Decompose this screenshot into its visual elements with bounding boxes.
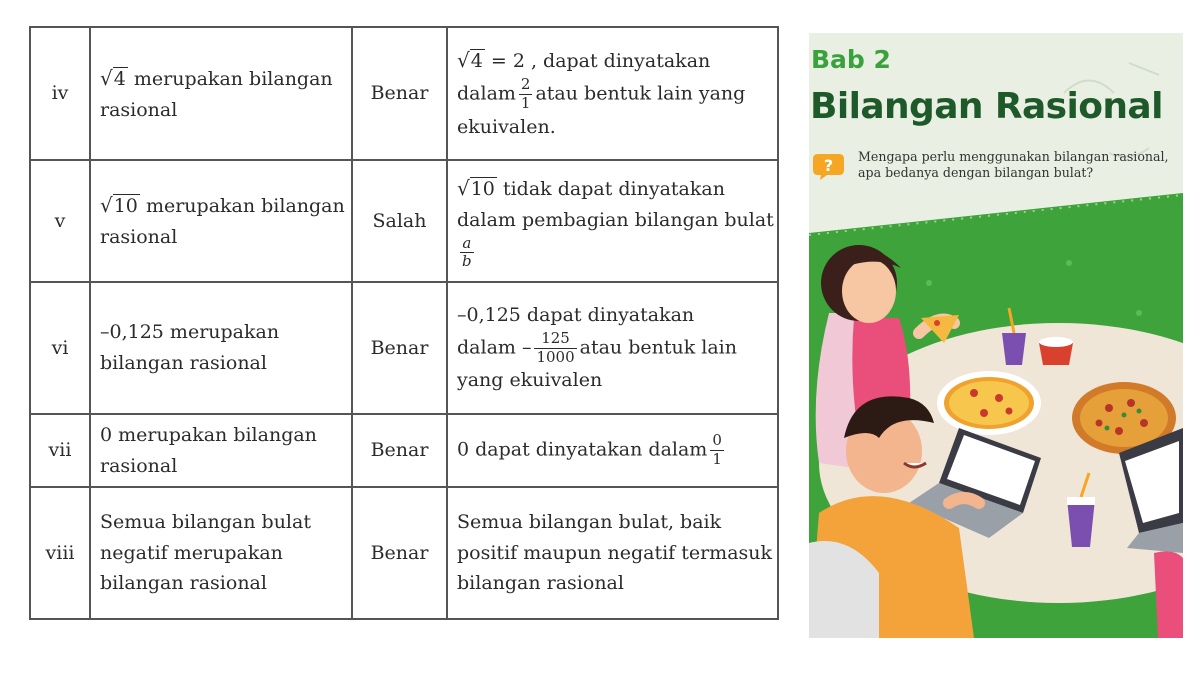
reason-text: atau bentuk lain yang ekuivalen. bbox=[457, 82, 746, 138]
svg-text:?: ? bbox=[823, 156, 834, 175]
status-cell: Salah bbox=[352, 160, 447, 282]
reason-cell bbox=[447, 282, 778, 414]
reason-text: –0,125 dapat dinyatakan bbox=[457, 303, 695, 326]
reason-text: = 2 , dapat dinyatakan bbox=[490, 50, 711, 73]
statement-cell: –0,125 merupakan bilangan rasional bbox=[90, 282, 352, 414]
reason-text: dalam bbox=[457, 82, 516, 105]
table-row bbox=[30, 160, 778, 282]
statement-cell bbox=[90, 160, 352, 282]
cover-question: Mengapa perlu menggunakan bilangan rasional, apa bedanya dengan bilangan bulat? bbox=[858, 149, 1169, 181]
reason-cell bbox=[447, 27, 778, 160]
row-number: vii bbox=[30, 414, 90, 487]
statement-cell: Semua bilangan bulat negatif merupakan bilangan rasional bbox=[90, 487, 352, 619]
reason-text: tidak dapat dinyatakan dalam pembagian bilangan bulat bbox=[457, 177, 774, 231]
chapter-label: Bab 2 bbox=[811, 45, 891, 74]
status-cell: Benar bbox=[352, 414, 447, 487]
reason-cell: Semua bilangan bulat, baik positif maupun negatif termasuk bilangan rasional bbox=[447, 487, 778, 619]
square-root: √10 bbox=[457, 175, 495, 200]
reason-cell bbox=[447, 160, 778, 282]
statement-cell bbox=[90, 27, 352, 160]
table-row bbox=[30, 487, 778, 619]
row-number: vi bbox=[30, 282, 90, 414]
statement-cell: 0 merupakan bilangan rasional bbox=[90, 414, 352, 487]
square-root: √4 bbox=[100, 65, 126, 90]
square-root: √10 bbox=[100, 193, 138, 218]
reason-text: atau bentuk lain yang ekuivalen bbox=[457, 336, 737, 392]
rational-number-table bbox=[29, 26, 779, 620]
book-cover bbox=[809, 33, 1183, 638]
reason-text: dalam – bbox=[457, 336, 532, 358]
table-row bbox=[30, 282, 778, 414]
statement-text: merupakan bilangan rasional bbox=[100, 195, 345, 248]
fraction: $\frac{125}{1000}$ bbox=[536, 328, 575, 366]
question-icon bbox=[812, 152, 845, 180]
row-number: v bbox=[30, 160, 90, 282]
book-title: Bilangan Rasional bbox=[810, 86, 1163, 127]
fraction: $\frac{a}{b}$ bbox=[462, 233, 472, 271]
square-root: √4 bbox=[457, 48, 483, 73]
reason-cell bbox=[447, 414, 778, 487]
fraction: $\frac{2}{1}$ bbox=[520, 75, 531, 112]
status-cell: Benar bbox=[352, 487, 447, 619]
status-cell: Benar bbox=[352, 27, 447, 160]
fraction: $\frac{0}{1}$ bbox=[712, 431, 722, 468]
table-row bbox=[30, 414, 778, 487]
table-row bbox=[30, 27, 778, 160]
row-number: viii bbox=[30, 487, 90, 619]
side-person bbox=[1154, 551, 1183, 638]
status-cell: Benar bbox=[352, 282, 447, 414]
statement-text: merupakan bilangan rasional bbox=[100, 67, 333, 121]
reason-text: 0 dapat dinyatakan dalam bbox=[457, 438, 708, 461]
row-number: iv bbox=[30, 27, 90, 160]
